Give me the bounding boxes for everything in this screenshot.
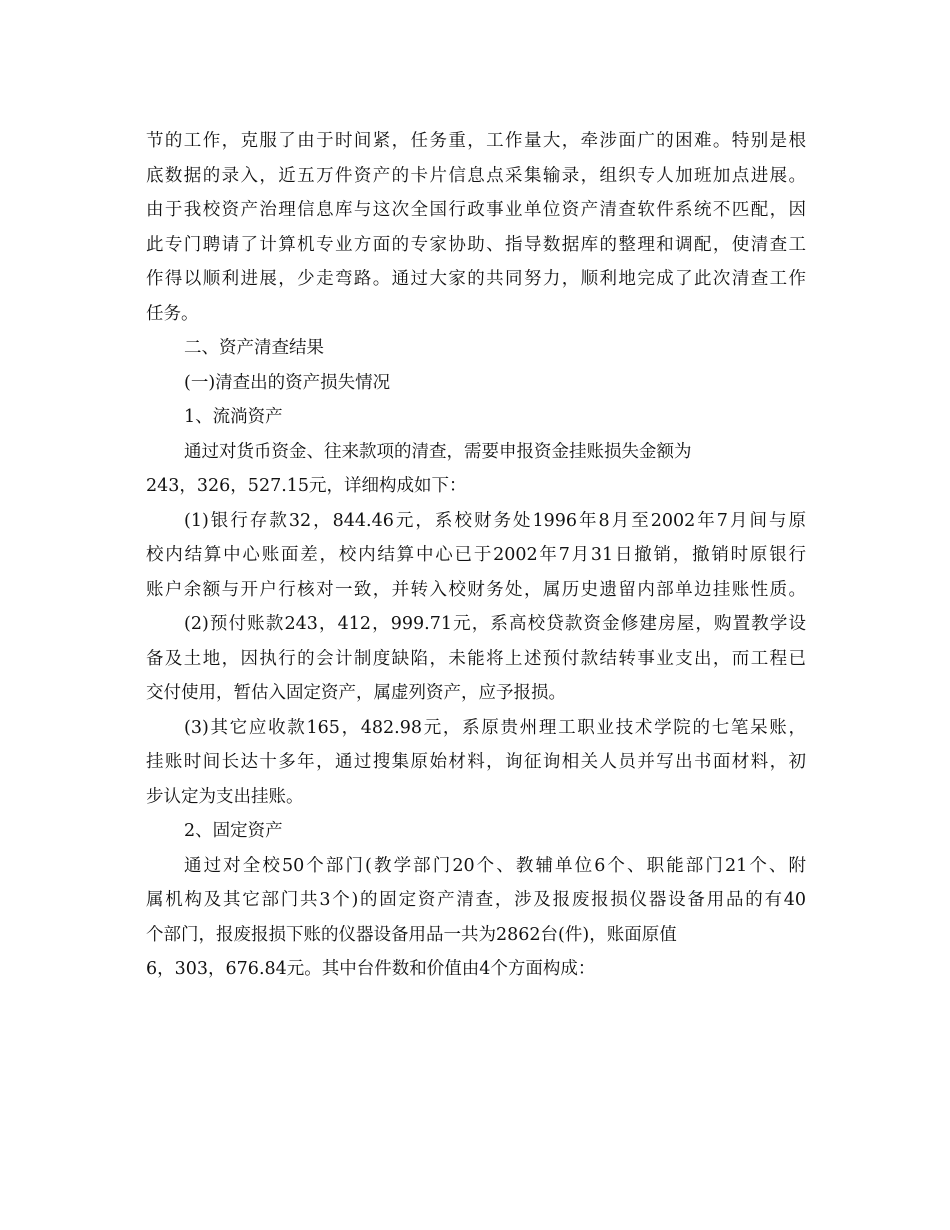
text-line: (2)预付账款243，412，999.71元，系高校贷款资金修建房屋，购置教学设 bbox=[184, 614, 806, 634]
text-line: 二、资产清查结果 bbox=[184, 338, 324, 358]
document-body bbox=[146, 124, 806, 987]
text-line: (一)清查出的资产损失情况 bbox=[184, 372, 391, 393]
text-line: 2、固定资产 bbox=[184, 821, 283, 841]
text-line: 交付使用，暂估入固定资产，属虚列资产，应予报损。 bbox=[146, 683, 566, 703]
text-line: 通过对货币资金、往来款项的清查，需要申报资金挂账损失金额为 bbox=[184, 441, 692, 462]
text-line: 6，303，676.84元。其中台件数和价值由4个方面构成： bbox=[146, 959, 596, 979]
text-line: (1)银行存款32，844.46元，系校财务处1996年8月至2002年7月间与原 bbox=[184, 510, 806, 531]
text-line: 节的工作，克服了由于时间紧，任务重，工作量大，牵涉面广的困难。特别是根 bbox=[146, 131, 806, 151]
text-line: 243，326，527.15元，详细构成如下： bbox=[146, 476, 467, 496]
text-line: 由于我校资产治理信息库与这次全国行政事业单位资产清查软件系统不匹配，因 bbox=[146, 200, 806, 220]
text-line: 属机构及其它部门共3个)的固定资产清查，涉及报废报损仪器设备用品的有40 bbox=[146, 890, 806, 910]
text-line: 挂账时间长达十多年，通过搜集原始材料，询征询相关人员并写出书面材料，初 bbox=[146, 752, 806, 772]
text-line: 校内结算中心账面差，校内结算中心已于2002年7月31日撤销，撤销时原银行 bbox=[146, 545, 806, 565]
text-line: 1、流淌资产 bbox=[184, 407, 283, 427]
text-line: 步认定为支出挂账。 bbox=[146, 786, 304, 807]
text-line: 作得以顺利进展，少走弯路。通过大家的共同努力，顺利地完成了此次清查工作 bbox=[146, 269, 806, 289]
text-line: 任务。 bbox=[146, 303, 199, 324]
text-line: 通过对全校50个部门(教学部门20个、教辅单位6个、职能部门21个、附 bbox=[184, 855, 806, 876]
text-line: 个部门，报废报损下账的仪器设备用品一共为2862台(件)，账面原值 bbox=[146, 924, 677, 945]
text-line: 底数据的录入，近五万件资产的卡片信息点采集输录，组织专人加班加点进展。 bbox=[146, 165, 806, 186]
text-line: 备及土地，因执行的会计制度缺陷，未能将上述预付款结转事业支出，而工程已 bbox=[146, 648, 806, 669]
text-line: 此专门聘请了计算机专业方面的专家协助、指导数据库的整理和调配，使清查工 bbox=[146, 234, 806, 255]
text-line: (3)其它应收款165，482.98元，系原贵州理工职业技术学院的七笔呆账， bbox=[184, 717, 806, 738]
text-line: 账户余额与开户行核对一致，并转入校财务处，属历史遗留内部单边挂账性质。 bbox=[146, 579, 806, 600]
